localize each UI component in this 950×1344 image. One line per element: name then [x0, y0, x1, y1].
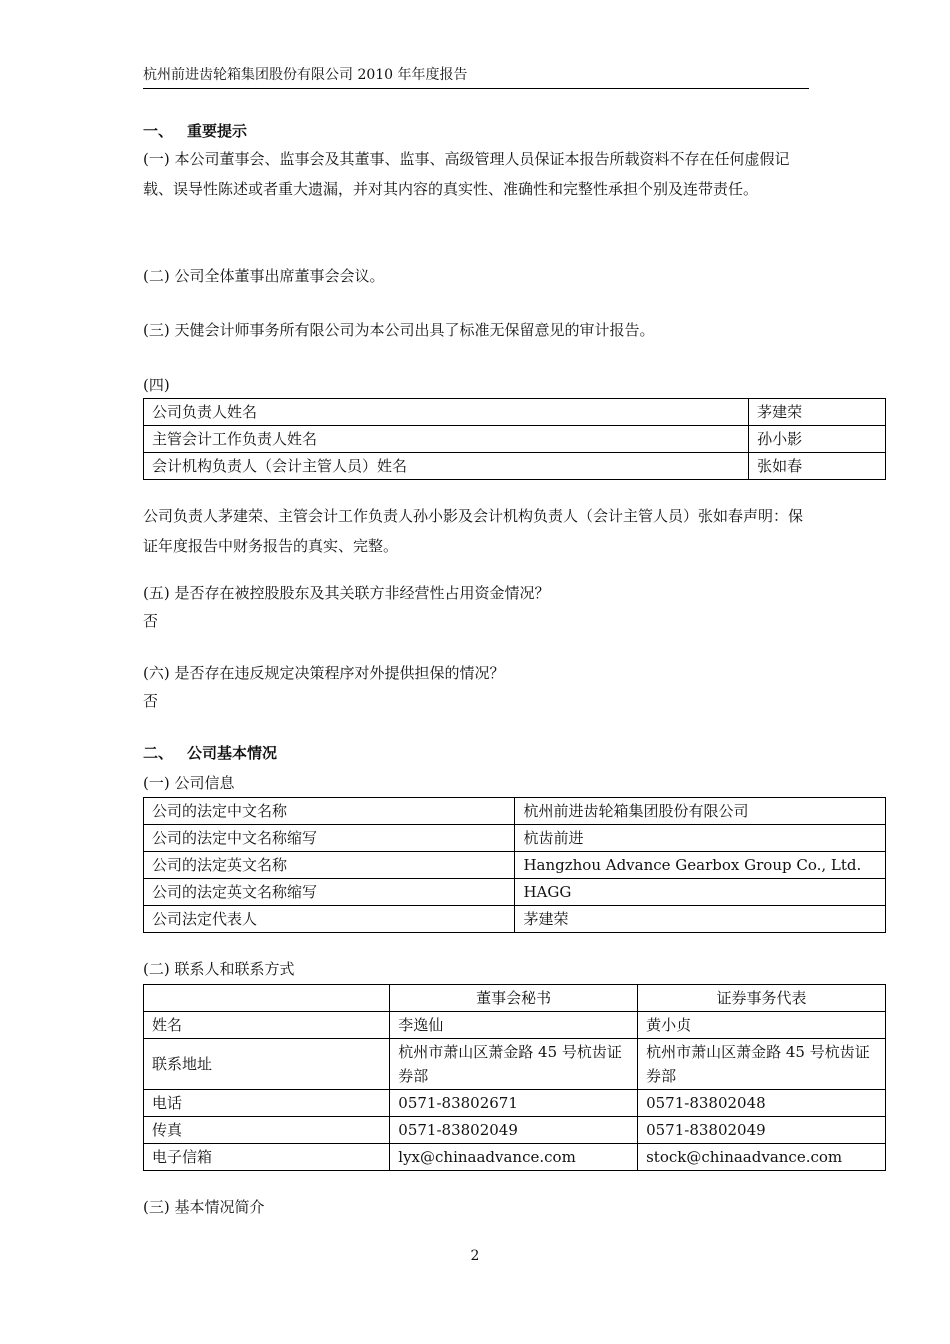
- info-value: Hangzhou Advance Gearbox Group Co., Ltd.: [515, 852, 886, 879]
- section-heading-2: [143, 742, 809, 763]
- table-row: [144, 825, 886, 852]
- section-heading-1: [143, 120, 809, 141]
- representative-value: 黄小贞: [638, 1012, 886, 1039]
- answer-5: 否: [143, 612, 159, 630]
- info-value: 杭州前进齿轮箱集团股份有限公司: [515, 798, 886, 825]
- page-number: 2: [470, 1248, 480, 1264]
- table-header-row: [144, 985, 886, 1012]
- table-row: [144, 453, 886, 480]
- item-4-label: (四): [143, 376, 170, 394]
- contact-label: 联系地址: [144, 1039, 390, 1090]
- column-header: [144, 985, 390, 1012]
- secretary-value: 李逸仙: [390, 1012, 638, 1039]
- table-row: [144, 798, 886, 825]
- info-value: HAGG: [515, 879, 886, 906]
- table-row: [144, 399, 886, 426]
- info-label: 公司的法定英文名称缩写: [144, 879, 515, 906]
- paragraph-item-3: (三) 天健会计师事务所有限公司为本公司出具了标准无保留意见的审计报告。: [143, 321, 655, 339]
- section-title: 公司基本情况: [187, 744, 278, 762]
- question-6: (六) 是否存在违反规定决策程序对外提供担保的情况？: [143, 664, 505, 682]
- secretary-value: lyx@chinaadvance.com: [390, 1144, 638, 1171]
- table-row: [144, 879, 886, 906]
- table-row: [144, 1144, 886, 1171]
- info-value: 杭齿前进: [515, 825, 886, 852]
- subsection-basic-intro: (三) 基本情况简介: [143, 1198, 265, 1216]
- table-row: [144, 1117, 886, 1144]
- contacts-table-wrap: [143, 984, 886, 1171]
- paragraph-item-1: (一) 本公司董事会、监事会及其董事、监事、高级管理人员保证本报告所载资料不存在任何虚假记载、误导性陈述或者重大遗漏，并对其内容的真实性、准确性和完整性承担个别及连带责任。: [143, 150, 790, 198]
- subsection-contacts: (二) 联系人和联系方式: [143, 960, 295, 978]
- contact-label: 传真: [144, 1117, 390, 1144]
- table-row: [144, 906, 886, 933]
- secretary-value: 0571-83802049: [390, 1117, 638, 1144]
- officers-table: [143, 398, 886, 480]
- info-label: 公司法定代表人: [144, 906, 515, 933]
- officer-name: 茅建荣: [749, 399, 886, 426]
- company-info-table-wrap: [143, 797, 886, 933]
- section-number: 二、: [143, 744, 174, 762]
- info-label: 公司的法定英文名称: [144, 852, 515, 879]
- officer-role: 公司负责人姓名: [144, 399, 749, 426]
- answer-6: 否: [143, 692, 159, 710]
- table-row: [144, 1039, 886, 1090]
- table-row: [144, 852, 886, 879]
- officer-name: 孙小影: [749, 426, 886, 453]
- paragraph-item-2: (二) 公司全体董事出席董事会会议。: [143, 267, 385, 285]
- contact-label: 姓名: [144, 1012, 390, 1039]
- info-label: 公司的法定中文名称: [144, 798, 515, 825]
- officer-name: 张如春: [749, 453, 886, 480]
- question-5: (五) 是否存在被控股股东及其关联方非经营性占用资金情况？: [143, 584, 550, 602]
- info-label: 公司的法定中文名称缩写: [144, 825, 515, 852]
- representative-value: 0571-83802048: [638, 1090, 886, 1117]
- table-row: [144, 426, 886, 453]
- responsibility-statement: 公司负责人茅建荣、主管会计工作负责人孙小影及会计机构负责人（会计主管人员）张如春声明：保证年度报告中财务报告的真实、完整。: [143, 507, 804, 555]
- page-header: 杭州前进齿轮箱集团股份有限公司 2010 年年度报告: [143, 64, 809, 89]
- company-info-table: [143, 797, 886, 933]
- contact-label: 电话: [144, 1090, 390, 1117]
- secretary-value: 0571-83802671: [390, 1090, 638, 1117]
- representative-value: stock@chinaadvance.com: [638, 1144, 886, 1171]
- contact-label: 电子信箱: [144, 1144, 390, 1171]
- representative-value: 0571-83802049: [638, 1117, 886, 1144]
- officer-role: 主管会计工作负责人姓名: [144, 426, 749, 453]
- info-value: 茅建荣: [515, 906, 886, 933]
- table-row: [144, 1012, 886, 1039]
- officers-table-wrap: [143, 398, 886, 480]
- officer-role: 会计机构负责人（会计主管人员）姓名: [144, 453, 749, 480]
- secretary-value: 杭州市萧山区萧金路 45 号杭齿证券部: [390, 1039, 638, 1090]
- table-row: [144, 1090, 886, 1117]
- subsection-company-info: (一) 公司信息: [143, 774, 235, 792]
- representative-value: 杭州市萧山区萧金路 45 号杭齿证券部: [638, 1039, 886, 1090]
- column-header-representative: 证券事务代表: [638, 985, 886, 1012]
- column-header-secretary: 董事会秘书: [390, 985, 638, 1012]
- section-number: 一、: [143, 122, 174, 140]
- section-title: 重要提示: [187, 122, 248, 140]
- contacts-table: [143, 984, 886, 1171]
